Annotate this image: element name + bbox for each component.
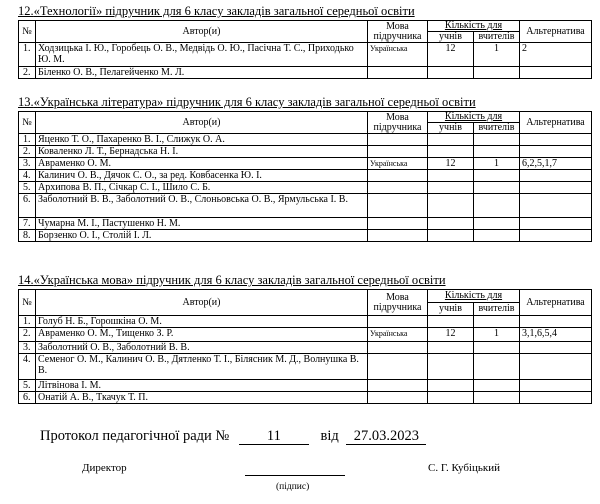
- row-lang: [368, 354, 428, 380]
- row-students: [428, 194, 474, 218]
- header-students: учнів: [428, 123, 474, 134]
- row-alt: [520, 182, 592, 194]
- row-alt: [520, 342, 592, 354]
- row-lang: [368, 218, 428, 230]
- header-teachers: вчителів: [474, 303, 520, 316]
- header-lang: Мова підручника: [368, 290, 428, 316]
- row-num: 3.: [19, 158, 36, 170]
- row-teachers: [474, 392, 520, 404]
- signature-caption: (підпис): [276, 482, 310, 492]
- row-students: [428, 380, 474, 392]
- row-lang: [368, 170, 428, 182]
- section-title-text: «Українська література» підручник для 6 класу закладів загальної середньої освіти: [33, 95, 476, 109]
- row-authors: Калинич О. В., Дячок С. О., за ред. Ковбасенка Ю. І.: [36, 170, 368, 182]
- director-label: Директор: [82, 462, 127, 474]
- section-title-13: [18, 95, 476, 109]
- row-num: 8.: [19, 230, 36, 242]
- table-row: [19, 218, 592, 230]
- row-alt: [520, 316, 592, 328]
- header-qty: Кількість для: [428, 21, 520, 32]
- director-name: С. Г. Кубіцький: [428, 462, 500, 474]
- header-alt: Альтернатива: [520, 290, 592, 316]
- protocol-date: 27.03.2023: [346, 429, 426, 445]
- row-students: [428, 182, 474, 194]
- header-author: Автор(и): [36, 112, 368, 134]
- header-num: №: [19, 112, 36, 134]
- row-authors: Яценко Т. О., Пахаренко В. І., Слижук О. А.: [36, 134, 368, 146]
- row-teachers: [474, 316, 520, 328]
- row-authors: Авраменко О. М., Тищенко З. Р.: [36, 328, 368, 342]
- row-alt: [520, 380, 592, 392]
- row-lang: Українська: [368, 328, 428, 342]
- row-students: [428, 316, 474, 328]
- table-row: [19, 170, 592, 182]
- row-lang: Українська: [368, 158, 428, 170]
- row-teachers: [474, 218, 520, 230]
- row-num: 1.: [19, 134, 36, 146]
- table-row: [19, 230, 592, 242]
- section-title-12: [18, 4, 415, 18]
- row-num: 1.: [19, 43, 36, 67]
- row-authors: Борзенко О. І., Столій І. Л.: [36, 230, 368, 242]
- row-authors: Біленко О. В., Пелагейченко М. Л.: [36, 67, 368, 79]
- section-number: 14.: [18, 273, 34, 287]
- row-teachers: [474, 134, 520, 146]
- row-num: 7.: [19, 218, 36, 230]
- header-alt: Альтернатива: [520, 21, 592, 43]
- textbook-table-13: [18, 111, 592, 242]
- row-students: [428, 230, 474, 242]
- row-alt: [520, 67, 592, 79]
- row-num: 2.: [19, 328, 36, 342]
- row-num: 1.: [19, 316, 36, 328]
- row-teachers: [474, 230, 520, 242]
- row-authors: Коваленко Л. Т., Бернадська Н. І.: [36, 146, 368, 158]
- row-students: [428, 146, 474, 158]
- row-students: [428, 354, 474, 380]
- table-row: [19, 342, 592, 354]
- row-alt: 3,1,6,5,4: [520, 328, 592, 342]
- protocol-prefix: Протокол педагогічної ради №: [40, 428, 230, 444]
- row-students: [428, 170, 474, 182]
- row-lang: [368, 342, 428, 354]
- row-lang: [368, 182, 428, 194]
- row-lang: [368, 392, 428, 404]
- row-authors: Заболотний В. В., Заболотний О. В., Слоньовська О. В., Ярмульська І. В.: [36, 194, 368, 218]
- row-lang: [368, 146, 428, 158]
- table-row: [19, 182, 592, 194]
- textbook-table-14: [18, 289, 592, 404]
- table-row: [19, 392, 592, 404]
- row-alt: 2: [520, 43, 592, 67]
- row-teachers: [474, 67, 520, 79]
- row-num: 2.: [19, 67, 36, 79]
- header-num: №: [19, 21, 36, 43]
- row-teachers: 1: [474, 328, 520, 342]
- row-num: 4.: [19, 170, 36, 182]
- header-teachers: вчителів: [474, 32, 520, 43]
- row-alt: [520, 134, 592, 146]
- row-teachers: [474, 380, 520, 392]
- signature-line: [245, 475, 345, 476]
- row-students: 12: [428, 43, 474, 67]
- table-row: [19, 43, 592, 67]
- row-teachers: 1: [474, 158, 520, 170]
- table-row: [19, 194, 592, 218]
- row-alt: [520, 230, 592, 242]
- row-authors: Заболотний О. В., Заболотний В. В.: [36, 342, 368, 354]
- table-row: [19, 354, 592, 380]
- row-students: [428, 392, 474, 404]
- header-author: Автор(и): [36, 290, 368, 316]
- row-num: 3.: [19, 342, 36, 354]
- row-lang: [368, 194, 428, 218]
- row-teachers: [474, 354, 520, 380]
- row-lang: [368, 134, 428, 146]
- header-students: учнів: [428, 303, 474, 316]
- row-teachers: [474, 194, 520, 218]
- row-alt: [520, 218, 592, 230]
- header-author: Автор(и): [36, 21, 368, 43]
- row-alt: [520, 170, 592, 182]
- row-teachers: [474, 170, 520, 182]
- row-authors: Ходзицька І. Ю., Горобець О. В., Медвідь О. Ю., Пасічна Т. С., Приходько Ю. М.: [36, 43, 368, 67]
- row-authors: Архипова В. П., Січкар С. І., Шило С. Б.: [36, 182, 368, 194]
- header-alt: Альтернатива: [520, 112, 592, 134]
- table-row: [19, 146, 592, 158]
- table-row: [19, 134, 592, 146]
- row-teachers: [474, 342, 520, 354]
- row-teachers: 1: [474, 43, 520, 67]
- row-num: 2.: [19, 146, 36, 158]
- header-teachers: вчителів: [474, 123, 520, 134]
- row-authors: Чумарна М. І., Пастушенко Н. М.: [36, 218, 368, 230]
- row-students: 12: [428, 328, 474, 342]
- section-number: 12.: [18, 4, 34, 18]
- section-title-text: «Технології» підручник для 6 класу закладів загальної середньої освіти: [33, 4, 415, 18]
- row-alt: [520, 146, 592, 158]
- row-alt: [520, 194, 592, 218]
- header-lang: Мова підручника: [368, 21, 428, 43]
- row-students: [428, 67, 474, 79]
- table-row: [19, 380, 592, 392]
- row-students: [428, 218, 474, 230]
- table-row: [19, 328, 592, 342]
- row-lang: [368, 67, 428, 79]
- table-row: [19, 67, 592, 79]
- row-teachers: [474, 182, 520, 194]
- row-students: [428, 342, 474, 354]
- row-authors: Авраменко О. М.: [36, 158, 368, 170]
- header-qty: Кількість для: [428, 290, 520, 303]
- row-alt: 6,2,5,1,7: [520, 158, 592, 170]
- row-authors: Семеног О. М., Калинич О. В., Дятленко Т. І., Білясник М. Д., Волнушка В. В.: [36, 354, 368, 380]
- row-lang: Українська: [368, 43, 428, 67]
- row-lang: [368, 316, 428, 328]
- section-title-text: «Українська мова» підручник для 6 класу закладів загальної середньої освіти: [33, 273, 446, 287]
- header-qty: Кількість для: [428, 112, 520, 123]
- row-num: 6.: [19, 392, 36, 404]
- row-num: 4.: [19, 354, 36, 380]
- table-row: [19, 158, 592, 170]
- row-students: [428, 134, 474, 146]
- header-lang: Мова підручника: [368, 112, 428, 134]
- row-lang: [368, 380, 428, 392]
- row-alt: [520, 392, 592, 404]
- textbook-table-12: [18, 20, 592, 79]
- protocol-date-prefix: від: [320, 428, 339, 444]
- row-num: 5.: [19, 182, 36, 194]
- row-num: 6.: [19, 194, 36, 218]
- row-authors: Голуб Н. Б., Горошкіна О. М.: [36, 316, 368, 328]
- row-num: 5.: [19, 380, 36, 392]
- header-num: №: [19, 290, 36, 316]
- table-row: [19, 316, 592, 328]
- section-title-14: [18, 273, 446, 287]
- header-students: учнів: [428, 32, 474, 43]
- row-lang: [368, 230, 428, 242]
- section-number: 13.: [18, 95, 34, 109]
- protocol-line: [40, 428, 426, 445]
- row-alt: [520, 354, 592, 380]
- protocol-number: 11: [239, 429, 309, 445]
- row-authors: Онатій А. В., Ткачук Т. П.: [36, 392, 368, 404]
- row-students: 12: [428, 158, 474, 170]
- row-teachers: [474, 146, 520, 158]
- row-authors: Літвінова І. М.: [36, 380, 368, 392]
